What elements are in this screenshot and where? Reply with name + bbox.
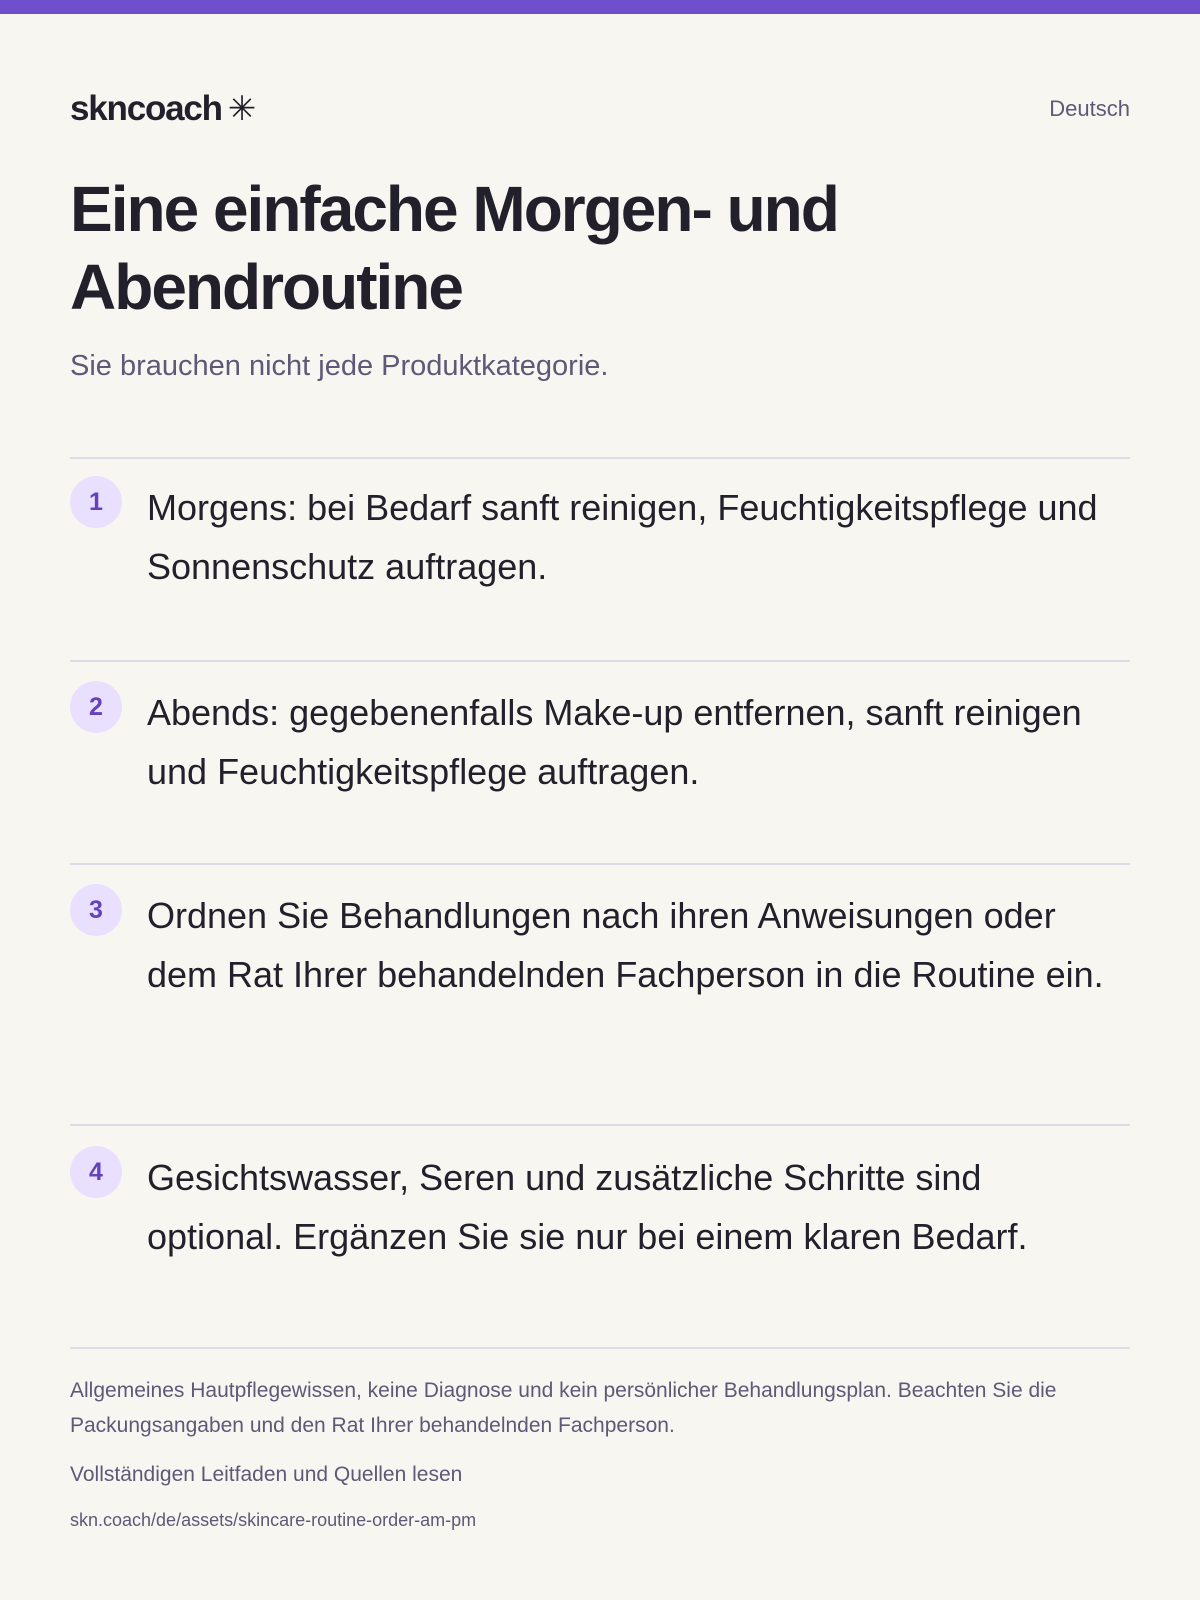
step-number-badge: 1 [70,476,122,528]
step-text: Gesichtswasser, Seren und zusätzliche Schritte sind optional. Ergänzen Sie sie nur bei einem klaren Bedarf. [147,1157,1028,1257]
routine-step-1 [70,459,1130,660]
footer-divider [70,1347,1130,1349]
source-url: skn.coach/de/assets/skincare-routine-order-am-pm [70,1510,477,1530]
top-accent-bar [0,0,1200,14]
brand-logo[interactable] [70,84,255,134]
asterisk-icon: ✳ [227,90,256,128]
step-text: Morgens: bei Bedarf sanft reinigen, Feuchtigkeitspflege und Sonnenschutz auftragen. [147,487,1098,587]
page-title: Eine einfache Morgen- und Abendroutine [70,173,838,323]
disclaimer-text: Allgemeines Hautpflegewissen, keine Diagnose und kein persönlicher Behandlungsplan. Beachten Sie die Packungsangaben und den Rat Ihrer behandelnden Fachperson. [70,1379,1057,1437]
brand-name: skncoach [70,89,222,128]
step-text: Abends: gegebenenfalls Make-up entfernen, sanft reinigen und Feuchtigkeitspflege auftragen. [147,692,1082,792]
step-number-badge: 3 [70,884,122,936]
routine-step-4 [70,1126,1130,1333]
routine-steps-list [70,457,1130,1333]
page-subtitle: Sie brauchen nicht jede Produktkategorie. [70,350,609,382]
step-number-badge: 2 [70,681,122,733]
full-guide-link[interactable]: Vollständigen Leitfaden und Quellen lesen [70,1463,463,1486]
step-number-badge: 4 [70,1146,122,1198]
site-header [70,84,1130,134]
routine-step-2 [70,662,1130,863]
page-footer [70,1347,1130,1530]
step-text: Ordnen Sie Behandlungen nach ihren Anweisungen oder dem Rat Ihrer behandelnden Fachperson in die Routine ein. [147,895,1104,995]
language-selector[interactable]: Deutsch [1049,96,1130,121]
routine-step-3 [70,865,1130,1124]
